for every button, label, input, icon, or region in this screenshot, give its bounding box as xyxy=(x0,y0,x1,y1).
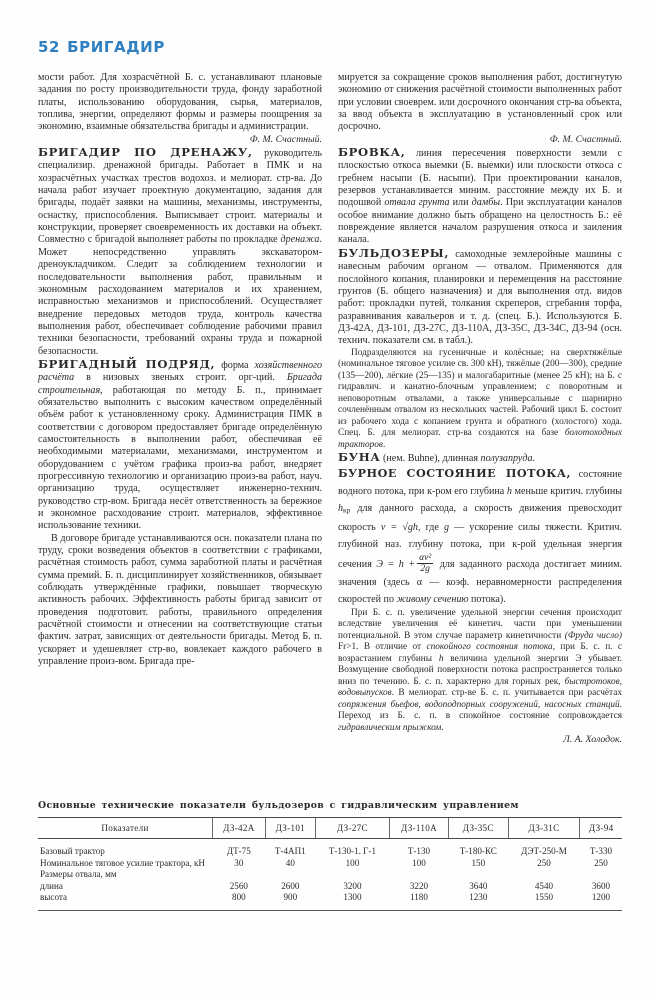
entry-text: самоходные землеройные машины с навесным рабочим органом — отвалом. Применяются для послойного копания, планировки и перемещения на расстояние грунтов (Б. общего назначения) и для выполнения отд. видов работ: прокладки путей, толкания скреперов, сгребания торфа, разравнивания кавальеров и т. д. (спец. Б.). Используются Б. ДЗ-42А, ДЗ-101, ДЗ-27С, ДЗ-110А, ДЗ-35С, ДЗ-34С, ДЗ-94 (осн. технич. показатели см. в табл.). xyxy=(338,248,622,347)
entry-text-3: для данного расхода, а скорость движения превосходит скорость xyxy=(338,503,622,534)
entry-headword: БУРНОЕ СОСТОЯНИЕ ПОТОКА, xyxy=(338,466,571,481)
table-cell: ДТ-75 xyxy=(226,846,251,856)
entry-italic-term: полузапруда xyxy=(480,453,533,465)
entry-text: руководитель специализир. дренажной бригады. Работает в ПМК и на хозрасчётных участках трестов водохоз. и мелиорат. стр-ва. До начала работ изучает проектную документацию, задания для бригады, подаёт заявки на машины, механизмы, инструменты, оснастку, приспособления. Выписывает строит. материалы и конструкции, проверяет своевременность их доставки на объект. Совместно с бригадой выполняет работы по прокладке xyxy=(38,148,322,246)
table-cell: Т-130 xyxy=(407,846,431,856)
entry-buldozery-para2: Подразделяются на гусеничные и колёсные; на сверхтяжёлые (номинальное тяговое усилие св. 300 кН), тяжёлые (200—300), средние (135—200), лёгкие (25—135) и малогабаритные (менее 25 кН); на Б. с гидравлич. и канатно-блочным управлением; с поворотным и неповоротным отвалами, а также универсальные с шарнирно сочленённым отвалом из нескольких частей. Рабочий цикл Б. состоит из рабочего хода с копанием грунта и обратного (холостого) хода. Спец. Б. для мелиорат. стр-ва создаются на базе болотоходных тракторов. xyxy=(338,347,622,450)
table-cell: 1300 xyxy=(343,892,362,903)
table-cell: 100 xyxy=(412,857,426,868)
entry-brigadir-po-drenazhu xyxy=(38,146,322,358)
entry-text: линия пересечения поверхности земли с плоскостью откоса выемки (Б. выемки) или плоскости откоса с гребнем насыпи (Б. насыпи). При проектировании каналов, резервов устанавливается миним. расстояние между их Б. и подошвой xyxy=(338,148,622,209)
left-column xyxy=(38,72,322,784)
table-head xyxy=(38,818,622,839)
article-signature: Л. А. Холодок. xyxy=(563,734,622,746)
formula-g: g xyxy=(443,522,450,534)
body-columns xyxy=(38,72,622,784)
formula-h-kr: $h_{кр}$ xyxy=(338,503,351,516)
table-row-label: Номинальное тяговое усилие трактора, кН xyxy=(40,857,205,868)
entry-text-2: меньше критич. глубины xyxy=(511,486,622,498)
entry-text: (нем. Buhne), длинная xyxy=(380,453,481,465)
right-column xyxy=(338,72,622,784)
table-cell xyxy=(508,869,580,881)
entry-italic-calm-state: спокойного состояния потока xyxy=(426,642,553,653)
entry-brovka xyxy=(338,146,622,247)
entry-brigadnyy-podryad xyxy=(38,358,322,533)
table-cell: 800 xyxy=(232,892,246,903)
table-caption: Основные технические показатели бульдозеров с гидравлическим управлением xyxy=(38,800,519,811)
table-cell: 900 xyxy=(283,892,298,903)
table-row xyxy=(38,869,622,881)
table-cell: Т-130-1. Г-1 xyxy=(328,846,376,856)
table-header-cell-dz35s: ДЗ-35С xyxy=(449,818,508,839)
table-row-label: Размеры отвала, мм xyxy=(40,869,117,880)
formula-h: h xyxy=(506,486,512,498)
table-cell: 2600 xyxy=(281,880,300,891)
formula-velocity: v = √gh xyxy=(380,522,418,534)
entry-italic-term: дренажа xyxy=(280,234,320,246)
running-head-title: БРИГАДИР xyxy=(67,38,165,56)
table-header-cell-dz94: ДЗ-94 xyxy=(580,818,622,839)
table-cell: 2560 xyxy=(229,880,248,891)
table-cell xyxy=(315,869,389,881)
entry-italic-term: отвала грунта xyxy=(384,197,450,209)
entry-italic-term: болотоходных тракторов xyxy=(338,428,622,450)
entry-italic-term: хозяйственного расчёта xyxy=(38,359,322,384)
table-row xyxy=(38,892,622,904)
table-cell xyxy=(265,869,315,881)
entry-headword: БУЛЬДОЗЕРЫ, xyxy=(338,245,450,260)
entry-text-3: . При эксплуатации каналов особое внимание должно быть обращено на целостность Б.: её повреждение является началом разрушения откоса и заиления канала. xyxy=(338,197,623,246)
entry-text-6: для заданного расхода достигает миним. значения (здесь α — коэф. неравномерности распределения скоростей по xyxy=(338,558,623,605)
table-cell: 250 xyxy=(537,857,551,868)
table-cell: 100 xyxy=(345,857,360,868)
table-cell: 1200 xyxy=(591,892,611,903)
article-signature: Ф. М. Счастный. xyxy=(249,133,322,145)
table-row-label: высота xyxy=(40,892,67,903)
entry-italic-term-2: Бригада строительная xyxy=(38,372,322,396)
entry-burnoe-para2: При Б. с. п. увеличение удельной энергии сечения происходит вследствие увеличения её кинетич. части при уменьшении потенциальной. В этом случае параметр кинетичности (Фруда число) Fr>1. В отличие от спокойного состояния потока, при Б. с. п. с возрастанием глубины h величина удельной энергии Э убывает. Возмущение свободной поверхности потока распространяется только вниз по течению. Б. с. п. характерно для горных рек, быстротоков, водовыпусков. В мелиорат. стр-ве Б. с. п. учитывается при расчётах сопряжения бьефов, водоподпорных сооружений, насосных станций. Переход из Б. с. п. в спокойное состояние сопровождается гидравлическим прыжком. Л. А. Холодок. xyxy=(338,607,622,746)
table-header-row xyxy=(38,818,622,839)
entry-text-5: — ускорение силы тяжести. Критич. глубиной наз. глубину потока, при к-рой удельная энергия сечения xyxy=(338,522,622,570)
specs-table-block xyxy=(38,800,622,911)
table-cell: 3200 xyxy=(343,880,362,891)
table-cell: 1550 xyxy=(534,892,554,903)
table-header-cell-dz101: ДЗ-101 xyxy=(265,818,315,839)
table-row xyxy=(38,839,622,858)
table-cell: 1180 xyxy=(410,892,428,903)
table-cell xyxy=(449,869,508,881)
table-cell xyxy=(213,869,266,881)
fraction: $\frac{\text{αv²}}{2g}$ xyxy=(419,552,432,574)
entry-text-2: или xyxy=(449,197,472,209)
formula-specific-energy: Э = h + $\frac{\text{αv²}}{2g}$ xyxy=(376,552,432,574)
right-continued-paragraph: мируется за сокращение сроков выполнения работ, достигнутую экономию от снижения расчётной стоимости выполненных работ при условии своеврем. или досрочного окончания стр-ва объекта, за ввод объекта в эксплуатацию в установленный срок или досрочно. Ф. М. Счастный. xyxy=(338,72,622,145)
entry-buldozery xyxy=(338,247,622,348)
table-header-cell-indicator: Показатели xyxy=(38,818,213,839)
formula-h-2: h xyxy=(438,653,444,664)
entry-text: состояние водного потока, при к-ром его глубина xyxy=(338,469,622,498)
entry-text-2: . xyxy=(532,453,536,465)
entry-text-3: , работающая по методу Б. п., принимает обязательство выполнить с высоким качеством определённый объём работ к установленному сроку. Администрация ПМК в соответствии с договором предоставляет бригаде определённую самостоятельность в выполнении работ, обеспечивая её необходимыми материалами, механизмами, инструментом и оборудованием с учётом графика произ-ва работ, внедряет прогрессивную технологию и организацию произ-ва работ, науч. организацию труда, осуществляет инженерно-технич. руководство стр-вом. Бригада несёт ответственность за бережное и экономное расходование строит. материалов, эффективное использование техники. xyxy=(38,384,322,532)
entry-italic-froude: (Фруда число) xyxy=(564,630,622,641)
table-cell xyxy=(389,869,448,881)
entry-italic-chutes: быстротоков, водовыпусков xyxy=(338,676,622,699)
page-number: 52 xyxy=(38,38,61,56)
table-cell: 1230 xyxy=(469,892,488,903)
table-cell: 3640 xyxy=(469,880,488,891)
table-row-label: Базовый трактор xyxy=(40,846,105,856)
entry-text-4: , где xyxy=(417,522,444,534)
article-signature: Ф. М. Счастный. xyxy=(549,133,622,145)
entry-italic-hydraulic-jump: гидравлическим прыжком xyxy=(338,722,442,733)
table-cell: 30 xyxy=(234,857,244,868)
entry-brigadnyy-podryad-para2: В договоре бригаде устанавливаются осн. показатели плана по труду, сроки возведения объектов в соответствии с графиками, расчётная стоимость работ, сумма заработной платы и расчётная сумма премий. Б. п. дисциплинирует хозяйственников, обязывает соблюдать утверждённые графики, повышает творческую активность рабочих. Эффективность работы бригад зависит от проведения подготовит. работы, правильного определения расчётной стоимости и отнесении на соответствующие статьи фактич. затрат, зависящих от деятельности бригады. Метод Б. п. ускоряет и удешевляет стр-во, вовлекает каждого рабочего в управление произ-вом. Бригада пре- xyxy=(38,532,322,668)
table-header-cell-dz110a: ДЗ-110А xyxy=(389,818,448,839)
entry-burnoe-sostoyanie-potoka xyxy=(338,465,622,607)
entry-text-2: в низовых звеньях строит. орг-ций. xyxy=(74,372,287,384)
bulldozer-specs-table xyxy=(38,817,622,904)
table-row xyxy=(38,858,622,870)
table-cell xyxy=(580,869,622,881)
table-cell: 3220 xyxy=(409,880,429,891)
table-cell: 40 xyxy=(285,857,295,868)
table-cell: Т-180-КС xyxy=(459,846,497,856)
table-header-cell-dz27s: ДЗ-27С xyxy=(315,818,389,839)
table-cell: 3600 xyxy=(591,880,611,891)
table-body xyxy=(38,839,622,904)
entry-headword: БРОВКА, xyxy=(338,145,406,160)
table-header-cell-dz42a: ДЗ-42А xyxy=(213,818,266,839)
entry-text-2: . Может непосредственно управлять экскаватором-дреноукладчиком. Следит за соблюдением технологии и последовательности выполнения работ, правильным и экономным расходованием материалов и их хранением, исправностью механизмов и приспособлений. Осуществляет внедрение передовых методов труда, контроль качества выполнения работ, обеспечивает соблюдение рабочими правил техники безопасности, требований охраны труда и пожарной безопасности. xyxy=(38,234,322,357)
left-continued-paragraph: мости работ. Для хозрасчётной Б. с. устанавливают плановые задания по росту производительности труда, фонду заработной платы, использованию оборудования, сырья, материалов, топлива, энергии, определяют формы и размеры поощрения за экономию, взаимные обязательства бригады и администрации. Ф. М. Счастный. xyxy=(38,72,322,145)
table-cell: Т-4АП1 xyxy=(274,846,306,856)
entry-headword: БРИГАДНЫЙ ПОДРЯД, xyxy=(38,356,216,371)
table-cell: ДЭТ-250-М xyxy=(521,846,567,856)
table-cell: 4540 xyxy=(534,880,554,891)
table-row-label: длина xyxy=(40,880,63,891)
table-header-cell-dz31s: ДЗ-31С xyxy=(508,818,580,839)
table-cell: 150 xyxy=(471,857,486,868)
entry-italic-term-2: дамбы xyxy=(471,197,501,209)
entry-headword: БРИГАДИР ПО ДРЕНАЖУ, xyxy=(38,145,253,160)
entry-italic-term: живому сечению xyxy=(396,593,469,605)
entry-headword: БУНА xyxy=(338,450,381,465)
table-row xyxy=(38,881,622,893)
entry-buna xyxy=(338,451,622,465)
entry-italic-structures: сопряжения бьефов, водоподпорных сооружений, насосных станций xyxy=(338,699,620,710)
table-cell: 250 xyxy=(594,857,608,868)
page-running-head xyxy=(38,38,165,56)
entry-text: форма xyxy=(215,359,255,371)
entry-text-7: потока). xyxy=(468,593,506,605)
table-bottom-rule xyxy=(38,910,622,911)
table-cell: Т-330 xyxy=(589,846,613,856)
